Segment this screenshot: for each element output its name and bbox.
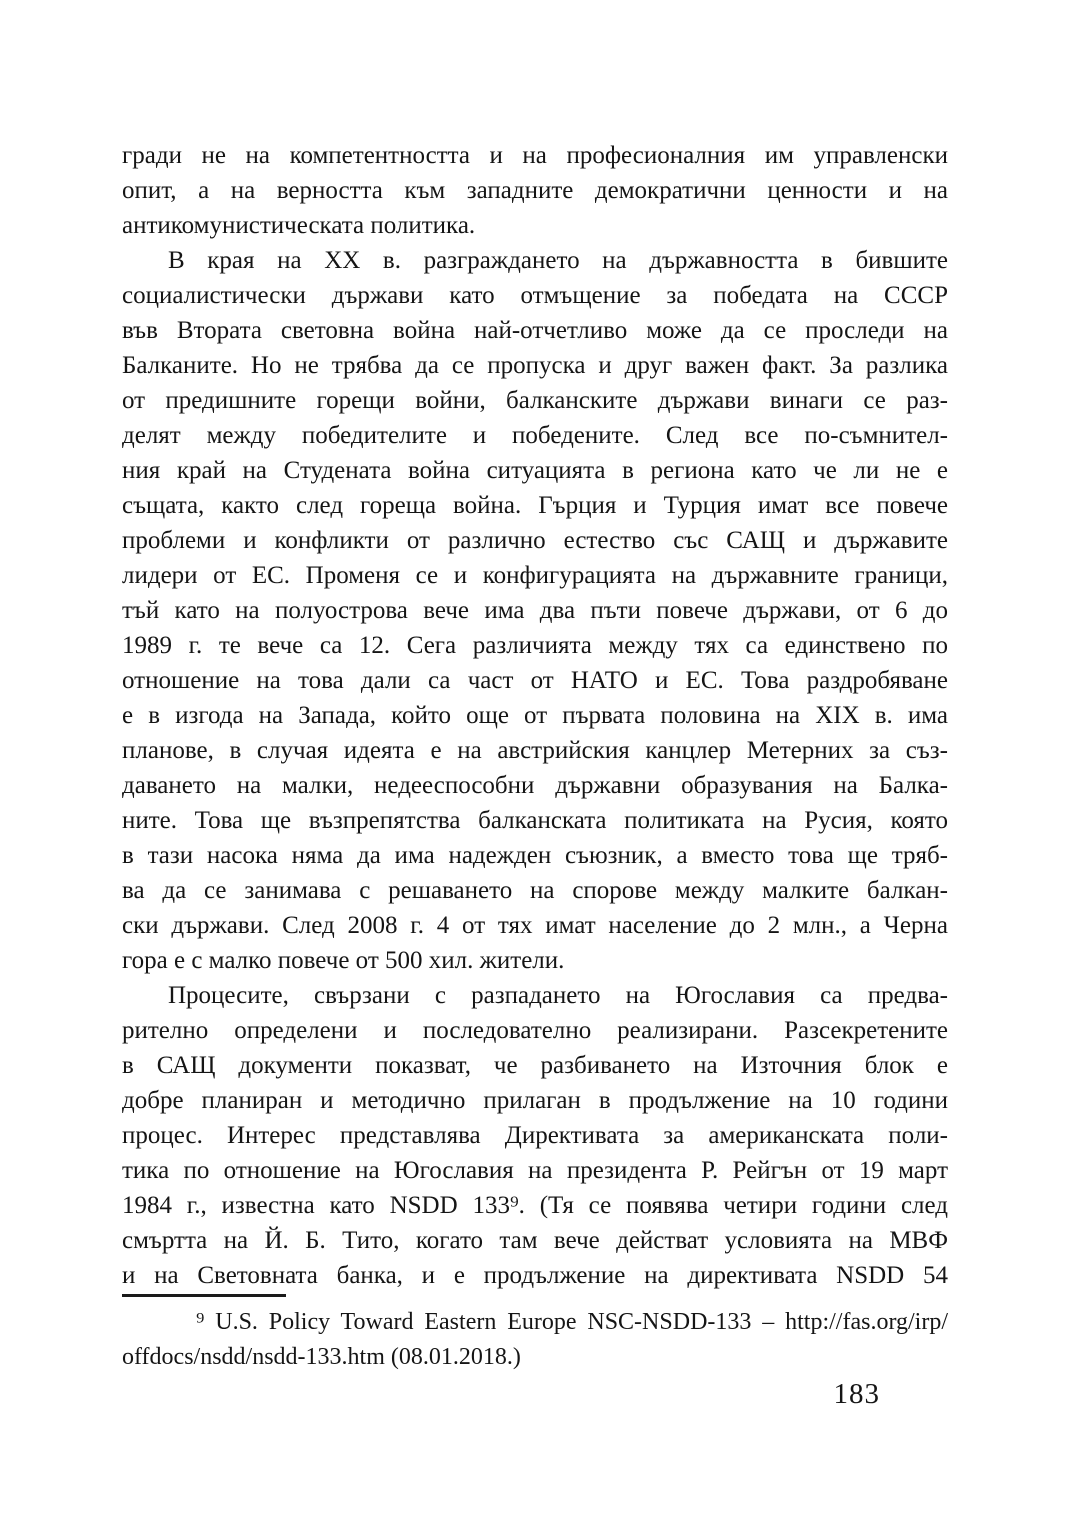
text-line: в тази насока няма да има надежден съюзник, а вместо това ще тряб- <box>122 842 948 869</box>
text-line: гора е с малко повече от 500 хил. жители. <box>122 947 565 974</box>
text-line: В края на XX в. разграждането на държавността в бившите <box>168 247 948 274</box>
text-line: проблеми и конфликти от различно естество със САЩ и държавите <box>122 527 948 554</box>
text-line: Процесите, свързани с разпадането на Югославия са предва- <box>168 982 948 1009</box>
text-line: ва да се занимава с решаването на спорове между малките балкан- <box>122 877 948 904</box>
paragraph <box>122 978 948 1293</box>
text-line: антикомунистическата политика. <box>122 212 476 239</box>
paragraph <box>122 243 948 978</box>
text-line: е в изгода на Запада, който още от първата половина на XIX в. има <box>122 702 948 729</box>
text-line: във Втората световна война най-отчетливо може да се проследи на <box>122 317 948 344</box>
text-line: ски държави. След 2008 г. 4 от тях имат население до 2 млн., а Черна <box>122 912 948 939</box>
footnote-line: offdocs/nsdd/nsdd-133.htm (08.01.2018.) <box>122 1344 521 1370</box>
text-line: отношение на това дали са част от НАТО и ЕС. Това раздробяване <box>122 667 948 694</box>
text-line: тика по отношение на Югославия на президента Р. Рейгън от 19 март <box>122 1157 948 1184</box>
text-line: добре планиран и методично прилаган в продължение на 10 години <box>122 1087 948 1114</box>
page-number: 183 <box>833 1378 880 1410</box>
text-line: ните. Това ще възпрепятства балканската политиката на Русия, която <box>122 807 948 834</box>
footnote <box>122 1294 948 1375</box>
text-line: Балканите. Но не трябва да се пропуска и друг важен факт. За разлика <box>122 352 948 379</box>
footnote-text <box>122 1305 948 1375</box>
paragraph <box>122 138 948 243</box>
text-line: процес. Интерес представлява Директивата за американската поли- <box>122 1122 948 1149</box>
text-line: гради не на компетентността и на професионалния им управленски <box>122 142 948 169</box>
text-line: в САЩ документи показват, че разбиването на Източния блок е <box>122 1052 948 1079</box>
text-line: 1989 г. те вече са 12. Сега различията между тях са единствено по <box>122 632 948 659</box>
text-line: планове, в случая идеята е на австрийския канцлер Метерних за съз- <box>122 737 948 764</box>
footnote-separator-rule <box>122 1294 286 1297</box>
text-line: лидери от ЕС. Променя се и конфигурацията на държавните граници, <box>122 562 948 589</box>
text-line: даването на малки, недееспособни държавни образувания на Балка- <box>122 772 948 799</box>
text-line: делят между победителите и победените. След все по-съмнител- <box>122 422 948 449</box>
text-line: опит, а на верността към западните демократични ценности и на <box>122 177 948 204</box>
text-line: рително определени и последователно реализирани. Разсекретените <box>122 1017 948 1044</box>
text-line: и на Световната банка, и е продължение на директивата NSDD 54 <box>122 1262 948 1289</box>
text-line: ния край на Студената война ситуацията в региона като че ли не е <box>122 457 948 484</box>
body-text <box>122 138 948 1293</box>
text-line: смъртта на Й. Б. Тито, когато там вече действат условията на МВФ <box>122 1227 948 1254</box>
footnote-line: ⁹ U.S. Policy Toward Eastern Europe NSC-NSDD-133 – http://fas.org/irp/ <box>196 1309 948 1335</box>
text-line: 1984 г., известна като NSDD 133⁹. (Тя се появява четири години след <box>122 1192 948 1219</box>
text-line: тъй като на полуострова вече има два пъти повече държави, от 6 до <box>122 597 948 624</box>
text-line: социалистически държави като отмъщение за победата на СССР <box>122 282 948 309</box>
text-line: от предишните горещи войни, балканските държави винаги се раз- <box>122 387 948 414</box>
text-line: същата, както след гореща война. Гърция и Турция имат все повече <box>122 492 948 519</box>
